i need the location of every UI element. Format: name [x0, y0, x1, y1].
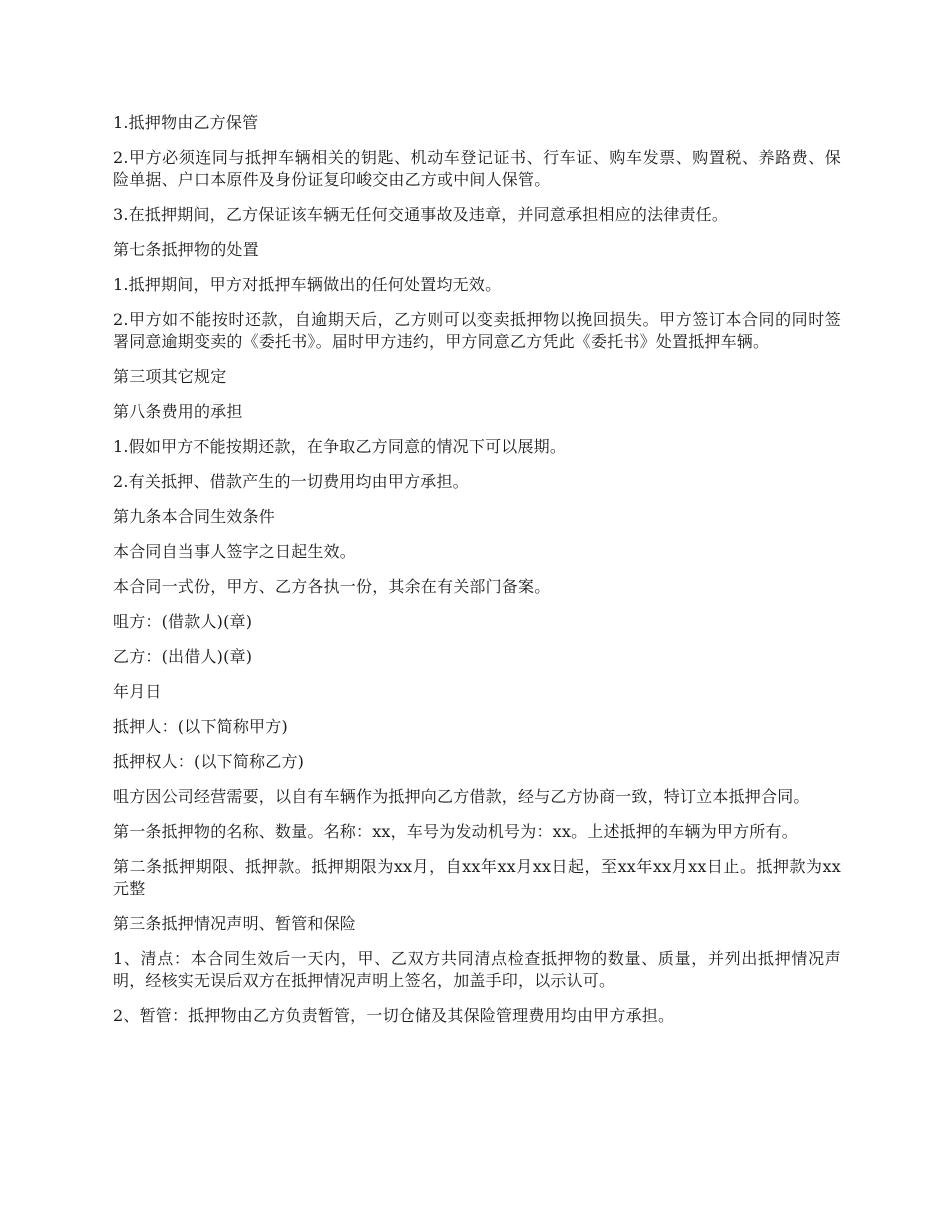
paragraph: 咀方因公司经营需要，以自有车辆作为抵押向乙方借款，经与乙方协商一致，特订立本抵押合同。	[113, 787, 810, 806]
paragraph: 1、清点：本合同生效后一天内，甲、乙双方共同清点检查抵押物的数量、质量，并列出抵押情况声明，经核实无误后双方在抵押情况声明上签名，加盖手印，以示认可。	[113, 949, 841, 990]
party-mortgagee: 抵押权人：(以下简称乙方)	[113, 752, 305, 771]
date-line: 年月日	[113, 682, 162, 701]
section-heading: 第三条抵押情况声明、暂管和保险	[113, 914, 357, 933]
paragraph: 第二条抵押期限、抵押款。抵押期限为xx月，自xx年xx月xx日起，至xx年xx月xx日止。抵押款为xx元整	[113, 857, 841, 898]
signature-line-party-b: 乙方：(出借人)(章)	[113, 647, 253, 666]
section-heading: 第九条本合同生效条件	[113, 507, 276, 526]
paragraph: 1.假如甲方不能按期还款，在争取乙方同意的情况下可以展期。	[113, 437, 567, 456]
paragraph: 1.抵押期间，甲方对抵押车辆做出的任何处置均无效。	[113, 275, 502, 294]
paragraph: 本合同一式份，甲方、乙方各执一份，其余在有关部门备案。	[113, 577, 551, 596]
paragraph: 2.甲方必须连同与抵押车辆相关的钥匙、机动车登记证书、行车证、购车发票、购置税、养路费、保险单据、户口本原件及身份证复印峻交由乙方或中间人保管。	[113, 148, 841, 189]
section-heading: 第八条费用的承担	[113, 402, 243, 421]
section-heading: 第三项其它规定	[113, 367, 227, 386]
paragraph: 2.甲方如不能按时还款，自逾期天后，乙方则可以变卖抵押物以挽回损失。甲方签订本合同的同时签署同意逾期变卖的《委托书》。届时甲方违约，甲方同意乙方凭此《委托书》处置抵押车辆。	[113, 310, 841, 351]
paragraph: 第一条抵押物的名称、数量。名称：xx，车号为发动机号为：xx。上述抵押的车辆为甲方所有。	[113, 822, 798, 841]
paragraph: 2、暂管：抵押物由乙方负责暂管，一切仓储及其保险管理费用均由甲方承担。	[113, 1006, 675, 1025]
paragraph: 本合同自当事人签字之日起生效。	[113, 542, 357, 561]
paragraph: 3.在抵押期间，乙方保证该车辆无任何交通事故及违章，并同意承担相应的法律责任。	[113, 205, 729, 224]
document-page	[113, 112, 841, 1040]
paragraph: 1.抵押物由乙方保管	[113, 113, 259, 132]
paragraph: 2.有关抵押、借款产生的一切费用均由甲方承担。	[113, 472, 469, 491]
signature-line-party-a: 咀方：(借款人)(章)	[113, 612, 253, 631]
section-heading: 第七条抵押物的处置	[113, 240, 259, 259]
party-mortgagor: 抵押人：(以下简称甲方)	[113, 717, 288, 736]
